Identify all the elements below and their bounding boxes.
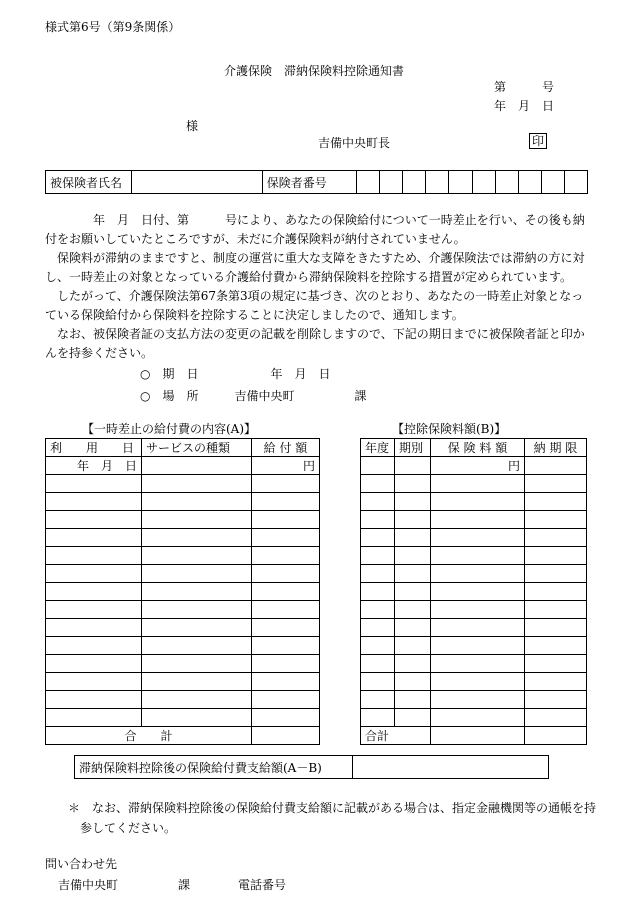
empty-cell[interactable]: [142, 475, 252, 493]
empty-cell[interactable]: [252, 691, 320, 709]
empty-cell[interactable]: [431, 547, 525, 565]
empty-cell[interactable]: [252, 511, 320, 529]
document-date: 年 月 日: [494, 99, 555, 113]
empty-cell[interactable]: [525, 673, 587, 691]
empty-cell[interactable]: [252, 565, 320, 583]
paragraph-1: 年 月 日付、第 号により、あなたの保険給付について一時差止を行い、その後も納付をお願いしていたところですが、未だに介護保険料が納付されていません。: [45, 213, 585, 246]
empty-cell[interactable]: [431, 673, 525, 691]
table-b-caption: 【控除保険料額(B)】: [392, 422, 507, 436]
empty-cell[interactable]: [252, 529, 320, 547]
empty-cell[interactable]: [361, 583, 395, 601]
empty-cell[interactable]: [395, 511, 431, 529]
benefit-amount-cell[interactable]: 円: [252, 457, 320, 475]
paragraph-4: なお、被保険者証の支払方法の変更の記載を削除しますので、下記の期日までに被保険者証と印かんを持参ください。: [45, 327, 585, 360]
empty-cell[interactable]: [525, 529, 587, 547]
empty-cell[interactable]: [525, 547, 587, 565]
insured-info-table: [45, 170, 588, 194]
form-number: 様式第6号（第9条関係）: [45, 20, 181, 34]
usage-date-cell[interactable]: 年 月 日: [46, 457, 142, 475]
empty-cell[interactable]: [46, 691, 142, 709]
empty-cell[interactable]: [142, 619, 252, 637]
seal-mark: 印: [529, 133, 547, 149]
empty-cell[interactable]: [361, 619, 395, 637]
empty-cell[interactable]: [46, 583, 142, 601]
empty-cell[interactable]: [142, 565, 252, 583]
empty-cell[interactable]: [46, 709, 142, 727]
table-b: [360, 438, 587, 745]
empty-cell[interactable]: [431, 691, 525, 709]
empty-cell[interactable]: [142, 691, 252, 709]
contact-line: 吉備中央町 課 電話番号: [58, 878, 287, 892]
empty-cell[interactable]: [395, 583, 431, 601]
empty-cell[interactable]: [361, 691, 395, 709]
payment-table: [74, 755, 549, 779]
empty-cell[interactable]: [395, 709, 431, 727]
empty-cell[interactable]: [431, 565, 525, 583]
empty-cell[interactable]: [142, 655, 252, 673]
empty-cell[interactable]: [361, 637, 395, 655]
empty-cell[interactable]: [431, 493, 525, 511]
empty-cell[interactable]: [46, 655, 142, 673]
fiscal-year-cell[interactable]: [361, 457, 395, 475]
header-usage-date: 利 用 日: [46, 439, 142, 457]
empty-cell[interactable]: [252, 583, 320, 601]
empty-cell[interactable]: [525, 475, 587, 493]
empty-cell[interactable]: [525, 583, 587, 601]
empty-cell[interactable]: [46, 547, 142, 565]
appointment-place: ○ 場 所 吉備中央町 課: [140, 389, 367, 403]
digit-cell[interactable]: [472, 171, 495, 194]
header-fiscal-year: 年度: [361, 439, 395, 457]
empty-cell[interactable]: [431, 637, 525, 655]
digit-cell[interactable]: [357, 171, 380, 194]
empty-cell[interactable]: [431, 655, 525, 673]
empty-cell[interactable]: [525, 637, 587, 655]
service-type-cell[interactable]: [142, 457, 252, 475]
empty-cell[interactable]: [46, 673, 142, 691]
empty-cell[interactable]: [431, 601, 525, 619]
empty-cell[interactable]: [46, 475, 142, 493]
empty-cell[interactable]: [142, 583, 252, 601]
empty-cell[interactable]: [142, 673, 252, 691]
empty-cell[interactable]: [252, 547, 320, 565]
empty-cell[interactable]: [46, 637, 142, 655]
table-a-caption: 【一時差止の給付費の内容(A)】: [82, 422, 257, 436]
empty-cell[interactable]: [361, 547, 395, 565]
empty-cell[interactable]: [525, 691, 587, 709]
digit-cell[interactable]: [495, 171, 518, 194]
digit-cell[interactable]: [564, 171, 587, 194]
digit-cell[interactable]: [518, 171, 541, 194]
header-due-date: 納 期 限: [525, 439, 587, 457]
empty-cell[interactable]: [252, 619, 320, 637]
empty-cell[interactable]: [431, 583, 525, 601]
empty-cell[interactable]: [395, 637, 431, 655]
premium-amount-cell[interactable]: 円: [431, 457, 525, 475]
empty-cell[interactable]: [46, 619, 142, 637]
empty-cell[interactable]: [361, 475, 395, 493]
empty-cell[interactable]: [252, 493, 320, 511]
paragraph-3: したがって、介護保険法第67条第3項の規定に基づき、次のとおり、あなたの一時差止対象となっている保険給付から保険料を控除することに決定しましたので、通知します。: [45, 289, 584, 322]
empty-cell[interactable]: [395, 673, 431, 691]
digit-cell[interactable]: [541, 171, 564, 194]
empty-cell[interactable]: [252, 655, 320, 673]
empty-cell[interactable]: [431, 709, 525, 727]
empty-cell[interactable]: [361, 673, 395, 691]
empty-cell[interactable]: [395, 475, 431, 493]
empty-cell[interactable]: [431, 475, 525, 493]
empty-cell[interactable]: [142, 709, 252, 727]
empty-cell[interactable]: [46, 493, 142, 511]
empty-cell[interactable]: [431, 529, 525, 547]
empty-cell[interactable]: [361, 529, 395, 547]
header-service-type: サービスの種類: [142, 439, 252, 457]
table-b-total-cell[interactable]: [431, 727, 525, 745]
payment-amount-cell[interactable]: [353, 756, 549, 779]
table-b-total-label: 合計: [361, 727, 431, 745]
empty-cell[interactable]: [142, 601, 252, 619]
empty-cell[interactable]: [252, 673, 320, 691]
digit-cell[interactable]: [449, 171, 472, 194]
issuer: 吉備中央町長: [318, 136, 391, 150]
empty-cell[interactable]: [525, 619, 587, 637]
empty-cell[interactable]: [395, 691, 431, 709]
empty-cell[interactable]: [395, 493, 431, 511]
empty-cell[interactable]: [395, 619, 431, 637]
table-b-total-due[interactable]: [525, 727, 587, 745]
due-date-cell[interactable]: [525, 457, 587, 475]
empty-cell[interactable]: [525, 655, 587, 673]
empty-cell[interactable]: [361, 565, 395, 583]
paragraph-2: 保険料が滞納のままですと、制度の運営に重大な支障をきたすため、介護保険法では滞納の方に対し、一時差止の対象となっている介護給付費から滞納保険料を控除する措置が定められています。: [45, 251, 585, 284]
table-a-total-cell[interactable]: [252, 727, 320, 745]
document-number: 第 号: [494, 80, 555, 94]
empty-cell[interactable]: [431, 511, 525, 529]
addressee-suffix: 様: [186, 119, 199, 133]
empty-cell[interactable]: [525, 565, 587, 583]
empty-cell[interactable]: [525, 493, 587, 511]
empty-cell[interactable]: [46, 529, 142, 547]
empty-cell[interactable]: [361, 511, 395, 529]
empty-cell[interactable]: [525, 601, 587, 619]
empty-cell[interactable]: [361, 655, 395, 673]
empty-cell[interactable]: [252, 601, 320, 619]
table-a: [45, 438, 320, 745]
note: ＊ なお、滞納保険料控除後の保険給付費支給額に記載がある場合は、指定金融機関等の通帳を持参してください。: [68, 801, 597, 835]
empty-cell[interactable]: [142, 637, 252, 655]
empty-cell[interactable]: [142, 529, 252, 547]
empty-cell[interactable]: [395, 601, 431, 619]
insured-number-label: 保険者番号: [262, 171, 356, 194]
period-cell[interactable]: [395, 457, 431, 475]
empty-cell[interactable]: [361, 493, 395, 511]
empty-cell[interactable]: [252, 637, 320, 655]
empty-cell[interactable]: [142, 547, 252, 565]
header-period: 期別: [395, 439, 431, 457]
digit-cell[interactable]: [380, 171, 403, 194]
empty-cell[interactable]: [525, 511, 587, 529]
header-premium-amount: 保 険 料 額: [431, 439, 525, 457]
table-a-total-label: 合 計: [46, 727, 252, 745]
empty-cell[interactable]: [525, 709, 587, 727]
document-title: 介護保険 滞納保険料控除通知書: [224, 64, 405, 78]
payment-label: 滞納保険料控除後の保険給付費支給額(A－B): [75, 756, 353, 779]
insured-name-label: 被保険者氏名: [46, 171, 132, 194]
empty-cell[interactable]: [252, 709, 320, 727]
empty-cell[interactable]: [252, 475, 320, 493]
digit-cell[interactable]: [403, 171, 426, 194]
appointment-date: ○ 期 日 年 月 日: [140, 367, 331, 381]
empty-cell[interactable]: [46, 601, 142, 619]
empty-cell[interactable]: [395, 547, 431, 565]
empty-cell[interactable]: [46, 511, 142, 529]
empty-cell[interactable]: [46, 565, 142, 583]
empty-cell[interactable]: [395, 529, 431, 547]
insured-name-cell[interactable]: [132, 171, 262, 194]
header-benefit-amount: 給 付 額: [252, 439, 320, 457]
empty-cell[interactable]: [142, 493, 252, 511]
digit-cell[interactable]: [426, 171, 449, 194]
empty-cell[interactable]: [142, 511, 252, 529]
empty-cell[interactable]: [431, 619, 525, 637]
empty-cell[interactable]: [361, 709, 395, 727]
empty-cell[interactable]: [395, 565, 431, 583]
empty-cell[interactable]: [361, 601, 395, 619]
empty-cell[interactable]: [395, 655, 431, 673]
contact-title: 問い合わせ先: [45, 857, 118, 871]
